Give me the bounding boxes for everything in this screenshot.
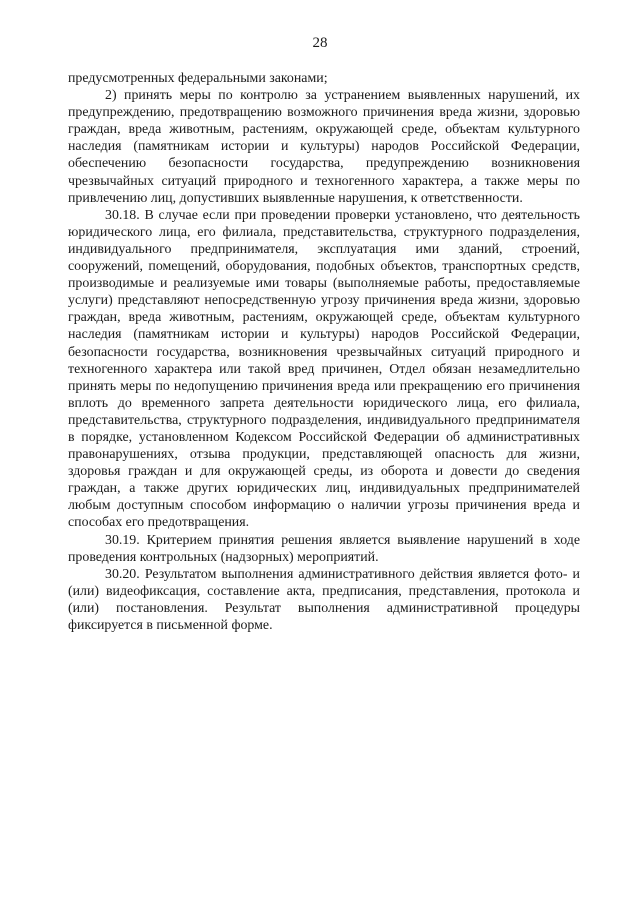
paragraph-item-2: 2) принять меры по контролю за устранением выявленных нарушений, их предупреждению, предотвращению возможного причинения вреда жизни, здоровью граждан, вреда животным, растениям, окружающей среде, объектам культурного наследия (памятникам истории и культуры) народов Российской Федерации, обеспечению безопасности государства, предупреждению возникновения чрезвычайных ситуаций природного и техногенного характера, а также меры по привлечению лиц, допустивших выявленные нарушения, к ответственности. (68, 88, 580, 206)
paragraph-30-20: 30.20. Результатом выполнения административного действия является фото- и (или) видеофиксация, составление акта, предписания, представления, протокола и (или) постановления. Результат выполнения административной процедуры фиксируется в письменной форме. (68, 566, 580, 633)
paragraph-continuation: предусмотренных федеральными законами; (68, 71, 328, 86)
paragraph-30-19: 30.19. Критерием принятия решения является выявление нарушений в ходе проведения контрольных (надзорных) мероприятий. (68, 532, 580, 565)
page-number: 28 (312, 35, 328, 51)
document-body (68, 70, 580, 634)
paragraph-30-18: 30.18. В случае если при проведении проверки установлено, что деятельность юридического лица, его филиала, представительства, структурного подразделения, индивидуального предпринимателя, эксплуатация ими зданий, строений, сооружений, помещений, оборудования, подобных объектов, транспортных средств, производимые и реализуемые ими товары (выполняемые работы, предоставляемые услуги) представляют непосредственную угрозу причинения вреда жизни, здоровью граждан, вреда животным, растениям, окружающей среде, объектам культурного наследия (памятникам истории и культуры) народов Российской Федерации, безопасности государства, возникновения чрезвычайных ситуаций природного и техногенного характера или такой вред причинен, Отдел обязан незамедлительно принять меры по недопущению причинения вреда или прекращению его причинения вплоть до временного запрета деятельности юридического лица, его филиала, представительства, структурного подразделения, индивидуального предпринимателя в порядке, установленном Кодексом Российской Федерации об административных правонарушениях, отзыва продукции, представляющей опасность для жизни, здоровья граждан и для окружающей среды, из оборота и довести до сведения граждан, а также других юридических лиц, индивидуальных предпринимателей любым доступным способом информацию о наличии угрозы причинения вреда и способах его предотвращения. (68, 207, 580, 531)
